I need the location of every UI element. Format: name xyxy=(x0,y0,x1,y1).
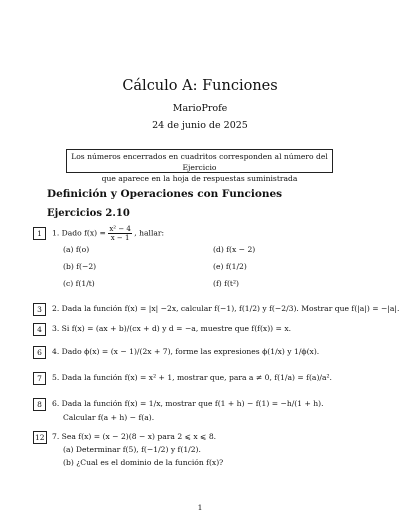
section-title: Definición y Operaciones con Funciones xyxy=(47,188,283,200)
exercise-1-part-d: (d) f(x − 2) xyxy=(213,245,256,254)
exercise-1-part-f: (f) f(t²) xyxy=(213,279,239,288)
answer-number-box: 4 xyxy=(33,323,46,336)
exercise-1-part-b: (b) f(−2) xyxy=(63,262,97,271)
exercise-1-part-a: (a) f(o) xyxy=(63,245,90,254)
exercise-1-fraction xyxy=(108,225,132,242)
answer-number-box: 8 xyxy=(33,398,46,411)
document-title: Cálculo A: Funciones xyxy=(122,78,278,94)
answer-number-box: 3 xyxy=(33,303,46,316)
subsection-title: Ejercicios 2.10 xyxy=(47,208,130,219)
exercise-3-statement: 3. Si f(x) = (ax + b)/(cx + d) y d = −a, muestre que f(f(x)) = x. xyxy=(52,324,292,333)
exercise-4-statement: 4. Dado ϕ(x) = (x − 1)/(2x + 7), forme las expresiones ϕ(1/x) y 1/ϕ(x). xyxy=(52,347,320,356)
answer-number-box: 7 xyxy=(33,372,46,385)
exercise-1-part-c: (c) f(1/t) xyxy=(63,279,95,288)
exercise-7-part-b: (b) ¿Cual es el dominio de la función f(x)? xyxy=(63,458,224,467)
exercise-6-followup: Calcular f(a + h) − f(a). xyxy=(63,413,155,422)
page-number: 1 xyxy=(197,503,203,512)
author: MarioProfe xyxy=(172,103,228,114)
exercise-1-intro: 1. Dado f(x) = xyxy=(52,228,106,238)
note-box xyxy=(66,149,333,183)
exercise-5-statement: 5. Dada la función f(x) = x² + 1, mostrar que, para a ≠ 0, f(1/a) = f(a)/a². xyxy=(52,373,332,382)
answer-number-box: 12 xyxy=(35,433,45,442)
exercise-7-statement: 7. Sea f(x) = (x − 2)(8 − x) para 2 ⩽ x ⩽ 8. xyxy=(52,432,217,441)
exercise-1-statement xyxy=(52,225,164,242)
fraction-numerator: x² − 4 xyxy=(109,225,131,233)
exercise-2-statement: 2. Dada la función f(x) = |x| −2x, calcular f(−1), f(1/2) y f(−2/3). Mostrar que f(|a|) = −|a|. xyxy=(52,304,400,313)
date: 24 de junio de 2025 xyxy=(152,120,248,131)
exercise-1-intro-end: , hallar: xyxy=(134,228,165,238)
note-line-2: que aparece en la hoja de respuestas suministrada xyxy=(101,174,298,183)
exercise-7-part-a: (a) Determinar f(5), f(−1/2) y f(1/2). xyxy=(63,445,201,454)
exercise-1-part-e: (e) f(1/2) xyxy=(213,262,247,271)
fraction-denominator: x − 1 xyxy=(110,234,130,242)
exercise-6-statement: 6. Dada la función f(x) = 1/x, mostrar que f(1 + h) − f(1) = −h/(1 + h). xyxy=(52,399,324,408)
note-line-1: Los números encerrados en cuadritos corresponden al número del Ejercicio xyxy=(71,152,328,172)
answer-number-box: 1 xyxy=(33,227,46,240)
answer-number-box: 6 xyxy=(33,346,46,359)
